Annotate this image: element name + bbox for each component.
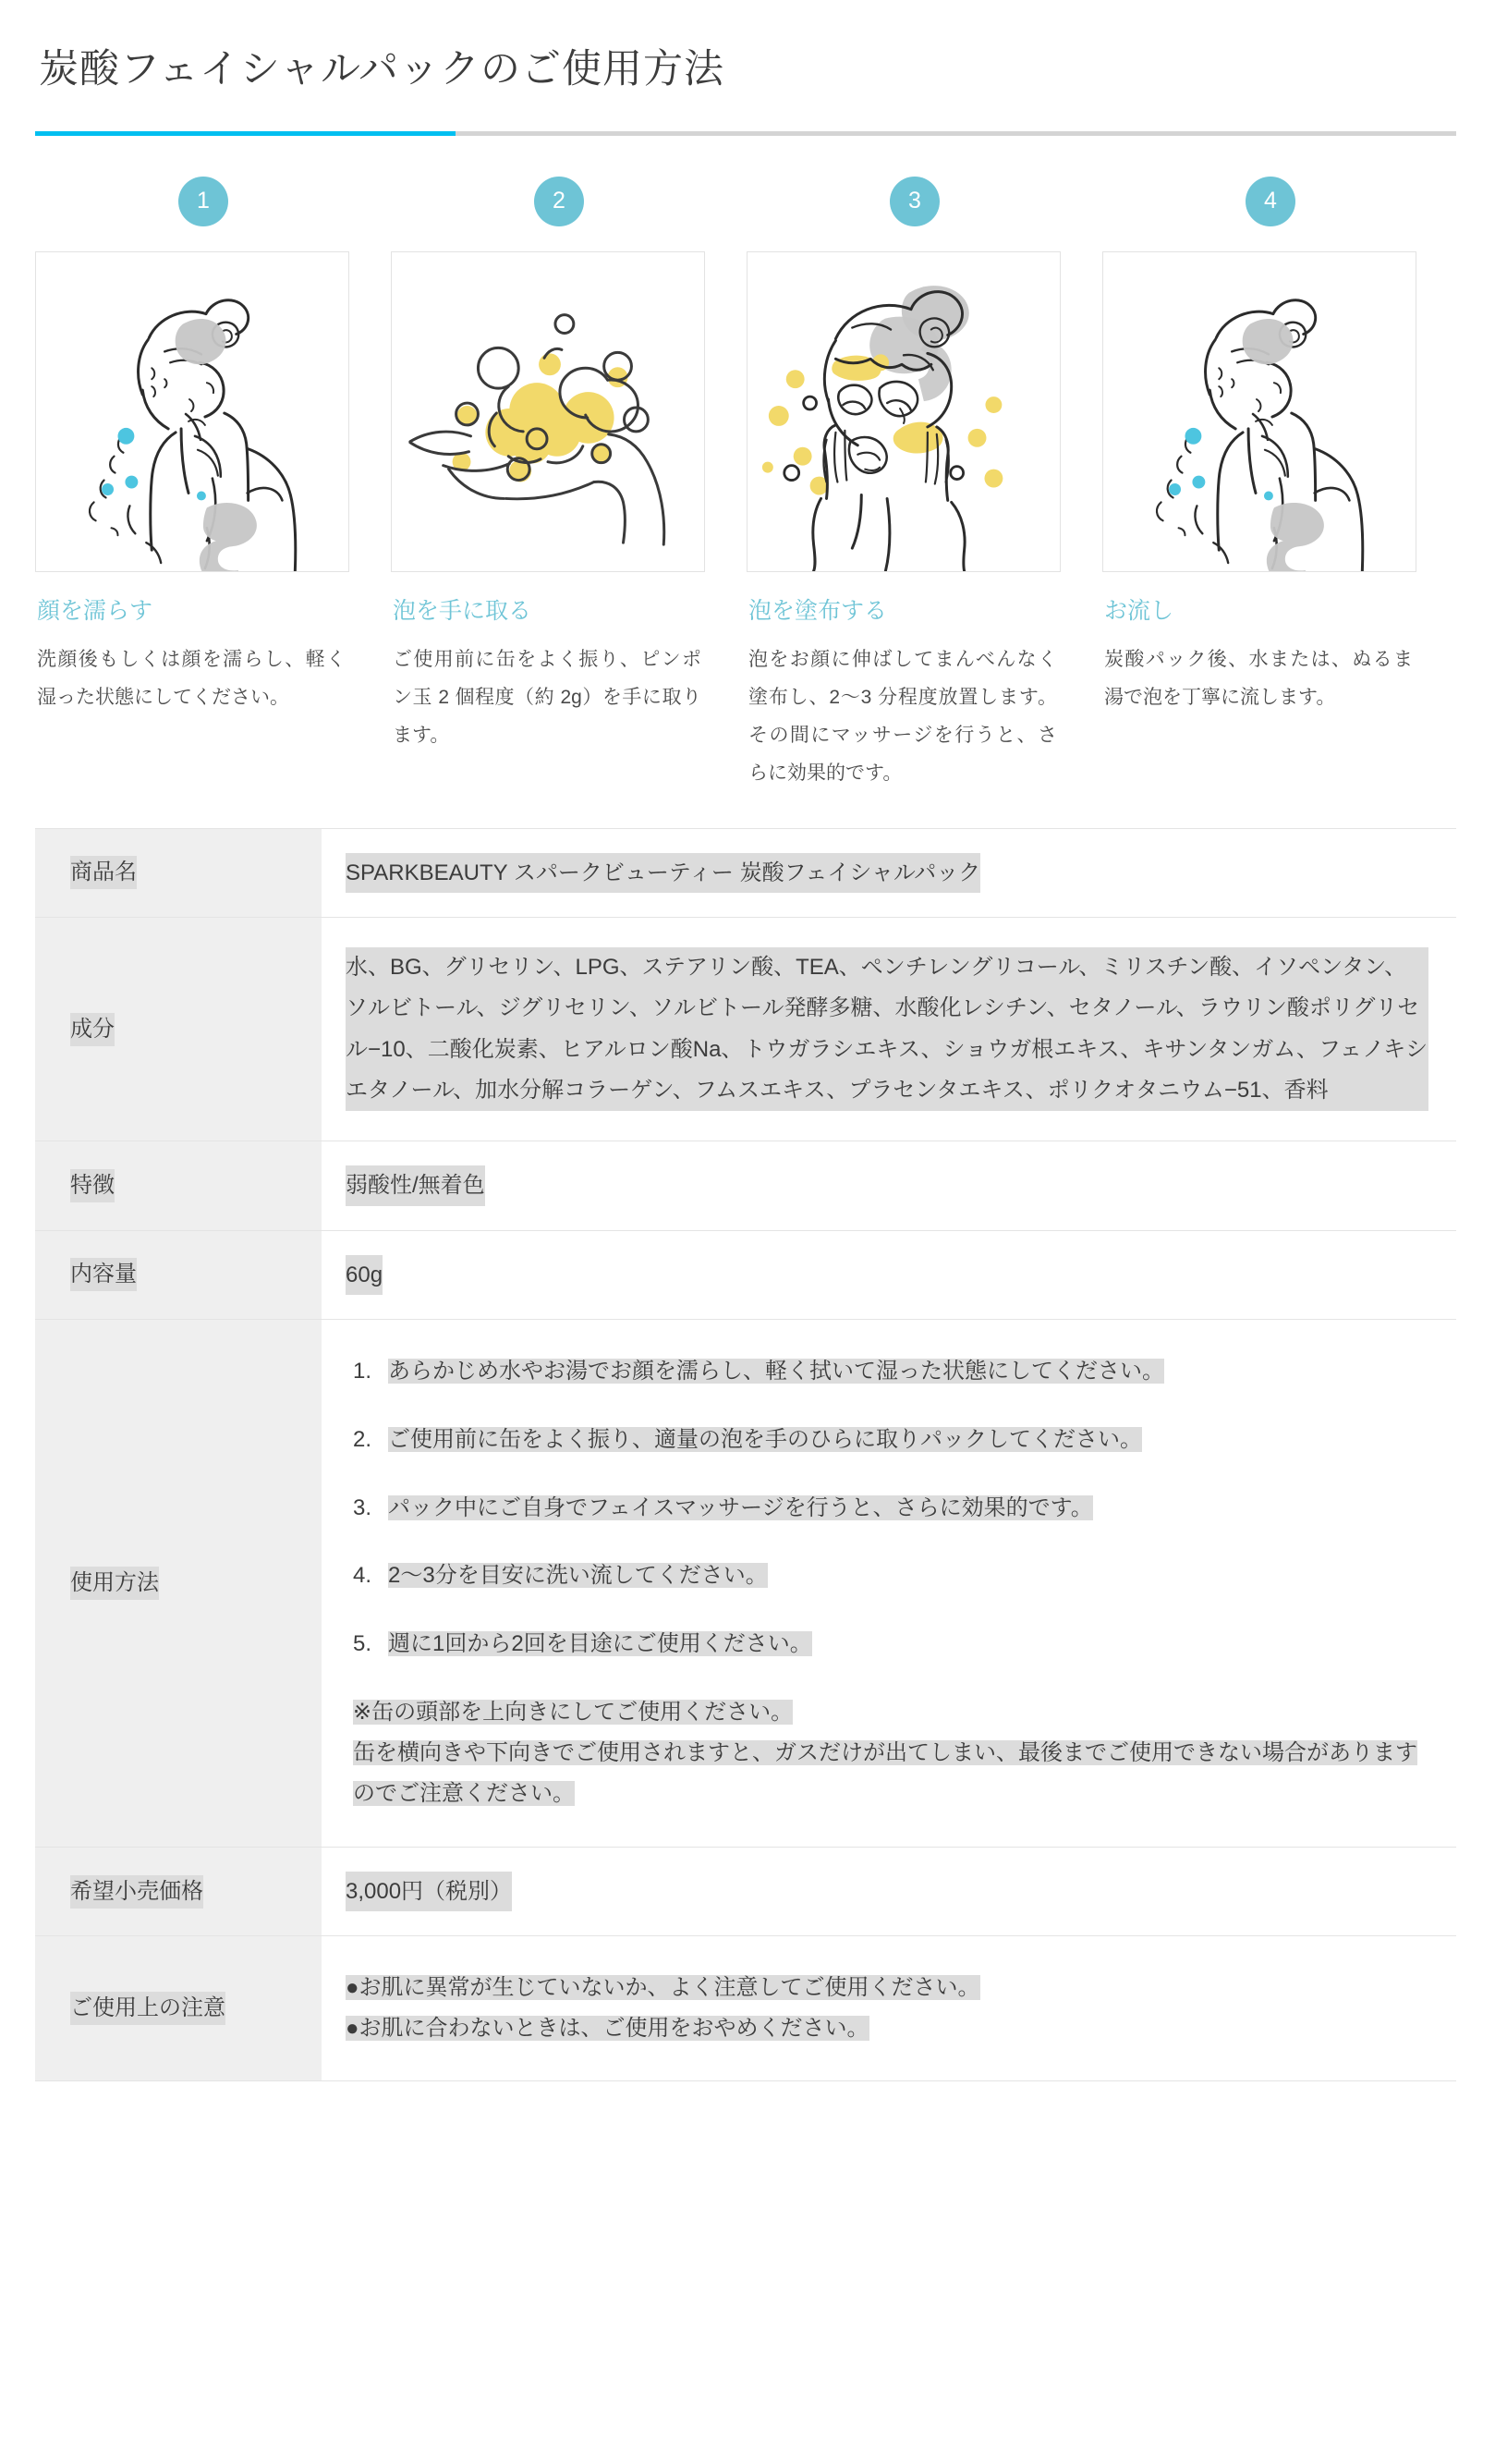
step-3-badge-row xyxy=(747,177,1083,226)
usage-note-line-1 xyxy=(353,1692,1428,1733)
table-row xyxy=(35,1141,1456,1231)
usage-note-text-2: 缶を横向きや下向きでご使用されますと、ガスだけが出てしまい、最後までご使用できない場合がありますのでご注意ください。 xyxy=(353,1740,1417,1807)
step-title: 顔を濡らす xyxy=(37,597,153,624)
spec-label-text: 希望小売価格 xyxy=(70,1875,203,1909)
price-value: 3,000円（税別） xyxy=(346,1872,512,1912)
usage-step-text: 2〜3分を目安に洗い流してください。 xyxy=(388,1563,768,1589)
step-description: ご使用前に缶をよく振り、ピンポン玉 2 個程度（約 2g）を手に取ります。 xyxy=(393,648,701,746)
usage-note xyxy=(346,1692,1428,1815)
caution-text-2: ●お肌に合わないときは、ご使用をおやめください。 xyxy=(346,2016,869,2042)
title-accent-bar xyxy=(35,131,456,136)
woman-applying-foam-to-face-illustration xyxy=(747,251,1061,572)
spec-label-text: 商品名 xyxy=(70,856,137,889)
woman-splashing-water-illustration xyxy=(35,251,349,572)
spec-value-cell xyxy=(322,918,1456,1141)
product-spec-table xyxy=(35,828,1456,2081)
step-3 xyxy=(747,177,1083,793)
spec-label-cell xyxy=(35,1141,322,1230)
caution-line-2 xyxy=(346,2008,1428,2049)
list-item xyxy=(346,1555,1428,1596)
step-number-badge: 1 xyxy=(178,177,228,226)
spec-value-cell xyxy=(322,1848,1456,1936)
step-title: お流し xyxy=(1104,597,1174,624)
list-item xyxy=(346,1624,1428,1665)
step-description: 炭酸パック後、水または、ぬるま湯で泡を丁寧に流します。 xyxy=(1104,648,1413,708)
list-item xyxy=(346,1488,1428,1529)
step-4 xyxy=(1102,177,1439,793)
usage-note-line-2 xyxy=(353,1733,1428,1815)
spec-label-text: 特徴 xyxy=(70,1169,115,1202)
spec-label-text: ご使用上の注意 xyxy=(70,1992,225,2025)
spec-value-cell xyxy=(322,1231,1456,1320)
spec-label-text: 使用方法 xyxy=(70,1567,159,1600)
table-row xyxy=(35,1848,1456,1937)
ingredients-value: 水、BG、グリセリン、LPG、ステアリン酸、TEA、ペンチレングリコール、ミリスチン酸、イソペンタン、ソルビトール、ジグリセリン、ソルビトール発酵多糖、水酸化レシチン、セタノール、ラウリン酸ポリグリセル−10、二酸化炭素、ヒアルロン酸Na、トウガラシエキス、ショウガ根エキス、キサンタンガム、フェノキシエタノール、加水分解コラーゲン、フムスエキス、プラセンタエキス、ポリクオタニウム−51、香料 xyxy=(346,947,1428,1111)
usage-note-text-1: ※缶の頭部を上向きにしてご使用ください。 xyxy=(353,1699,794,1725)
spec-value-cell xyxy=(322,1936,1456,2080)
usage-step-text: ご使用前に缶をよく振り、適量の泡を手のひらに取りパックしてください。 xyxy=(388,1426,1142,1452)
caution-line-1 xyxy=(346,1968,1428,2008)
caution-text-1: ●お肌に異常が生じていないか、よく注意してご使用ください。 xyxy=(346,1975,980,2001)
step-1-badge-row xyxy=(35,177,371,226)
usage-step-text: 週に1回から2回を目途にご使用ください。 xyxy=(388,1630,812,1656)
usage-steps-list xyxy=(346,1351,1428,1664)
list-item xyxy=(346,1420,1428,1460)
step-description: 泡をお顔に伸ばしてまんべんなく塗布し、2〜3 分程度放置します。その間にマッサージを行うと、さらに効果的です。 xyxy=(748,648,1057,784)
spec-label-cell xyxy=(35,1936,322,2080)
step-number-badge: 2 xyxy=(534,177,584,226)
table-row xyxy=(35,1320,1456,1848)
step-1 xyxy=(35,177,371,793)
table-row xyxy=(35,918,1456,1141)
step-title: 泡を塗布する xyxy=(748,597,888,624)
spec-label-text: 内容量 xyxy=(70,1258,137,1291)
woman-rinsing-face-illustration xyxy=(1102,251,1416,572)
spec-value-cell xyxy=(322,1320,1456,1847)
usage-step-text: あらかじめ水やお湯でお顔を濡らし、軽く拭いて湿った状態にしてください。 xyxy=(388,1359,1164,1384)
page-title: 炭酸フェイシャルパックのご使用方法 xyxy=(39,47,724,91)
table-row xyxy=(35,1936,1456,2080)
spec-label-text: 成分 xyxy=(70,1013,115,1046)
table-row xyxy=(35,1231,1456,1321)
step-4-badge-row xyxy=(1102,177,1439,226)
feature-value: 弱酸性/無着色 xyxy=(346,1165,485,1206)
spec-label-cell xyxy=(35,1848,322,1936)
product-name-value: SPARKBEAUTY スパークビューティー 炭酸フェイシャルパック xyxy=(346,853,980,894)
table-row xyxy=(35,829,1456,919)
spec-value-cell xyxy=(322,1141,1456,1230)
spec-value-cell xyxy=(322,829,1456,918)
title-divider xyxy=(35,131,1456,136)
step-number-badge: 3 xyxy=(890,177,940,226)
spec-label-cell xyxy=(35,918,322,1141)
title-block xyxy=(35,0,1460,136)
step-2-badge-row xyxy=(391,177,727,226)
list-item xyxy=(346,1351,1428,1392)
usage-step-text: パック中にご自身でフェイスマッサージを行うと、さらに効果的です。 xyxy=(388,1494,1093,1520)
hand-with-foam-bubbles-illustration xyxy=(391,251,705,572)
spec-label-cell xyxy=(35,1231,322,1320)
spec-label-cell xyxy=(35,829,322,918)
steps-row xyxy=(35,177,1460,793)
volume-value: 60g xyxy=(346,1255,383,1296)
step-description: 洗顔後もしくは顔を濡らし、軽く湿った状態にしてください。 xyxy=(37,648,346,708)
spec-label-cell xyxy=(35,1320,322,1847)
step-2 xyxy=(391,177,727,793)
step-title: 泡を手に取る xyxy=(393,597,532,624)
step-number-badge: 4 xyxy=(1246,177,1295,226)
